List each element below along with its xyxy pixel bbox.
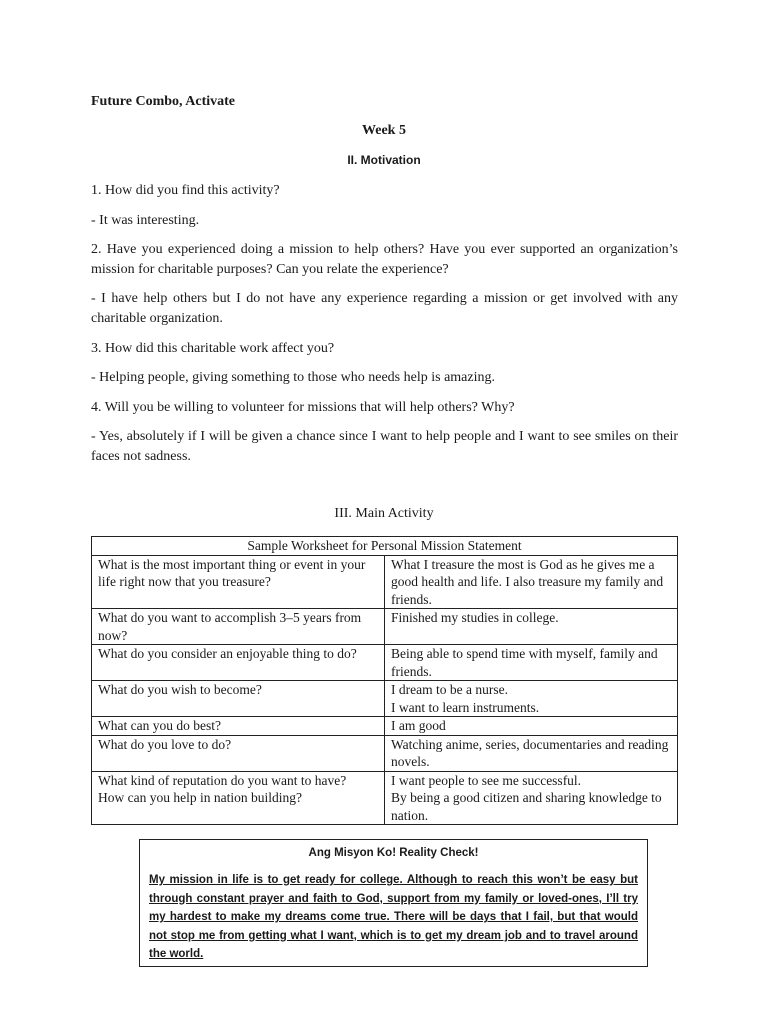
- table-header-row: [92, 537, 678, 556]
- table-row: [92, 681, 678, 717]
- table-cell-question: What can you do best?: [92, 717, 385, 736]
- reality-check-body: My mission in life is to get ready for college. Although to reach this won’t be easy but through constant prayer and faith to God, support from my family or loved-ones, I’ll try my hardest to make my dreams come true. There will be days that I fail, but that would not stop me from getting what I want, which is to get my dream job and to travel around the world.: [149, 874, 638, 961]
- answer-2: - I have help others but I do not have any experience regarding a mission or get involved with any charitable organization.: [91, 291, 678, 326]
- table-cell-answer: Finished my studies in college.: [385, 609, 678, 645]
- table-cell-answer: I want people to see me successful. By being a good citizen and sharing knowledge to nation.: [385, 771, 678, 825]
- question-1: 1. How did you find this activity?: [91, 183, 280, 198]
- question-3: 3. How did this charitable work affect you?: [91, 341, 335, 356]
- table-row: [92, 555, 678, 609]
- question-2: 2. Have you experienced doing a mission to help others? Have you ever supported an organization’s mission for charitable purposes? Can you relate the experience?: [91, 242, 678, 277]
- table-row: [92, 771, 678, 825]
- table-cell-answer: What I treasure the most is God as he gives me a good health and life. I also treasure my family and friends.: [385, 555, 678, 609]
- reality-check-box: [139, 839, 648, 967]
- table-cell-question: What do you love to do?: [92, 735, 385, 771]
- table-cell-answer: I dream to be a nurse. I want to learn instruments.: [385, 681, 678, 717]
- answer-1: - It was interesting.: [91, 213, 200, 228]
- table-cell-answer: Watching anime, series, documentaries and reading novels.: [385, 735, 678, 771]
- table-cell-question: What do you consider an enjoyable thing to do?: [92, 645, 385, 681]
- table-cell-question: What do you wish to become?: [92, 681, 385, 717]
- question-4: 4. Will you be willing to volunteer for missions that will help others? Why?: [91, 400, 515, 415]
- section-heading-motivation: II. Motivation: [347, 153, 421, 167]
- table-row: [92, 645, 678, 681]
- answer-4: - Yes, absolutely if I will be given a chance since I want to help people and I want to see smiles on their faces not sadness.: [91, 429, 678, 464]
- table-row: [92, 717, 678, 736]
- reality-check-title: Ang Misyon Ko! Reality Check!: [308, 847, 479, 859]
- table-cell-answer: I am good: [385, 717, 678, 736]
- table-cell-answer: Being able to spend time with myself, family and friends.: [385, 645, 678, 681]
- document-title: Future Combo, Activate: [91, 94, 235, 109]
- week-heading: Week 5: [362, 123, 406, 138]
- table-row: [92, 609, 678, 645]
- table-cell-question: What is the most important thing or event in your life right now that you treasure?: [92, 555, 385, 609]
- answer-3: - Helping people, giving something to those who needs help is amazing.: [91, 370, 495, 385]
- section-heading-main-activity: III. Main Activity: [334, 506, 434, 521]
- table-cell-question: What do you want to accomplish 3–5 years from now?: [92, 609, 385, 645]
- table-row: [92, 735, 678, 771]
- table-title: Sample Worksheet for Personal Mission Statement: [92, 537, 678, 556]
- table-cell-question: What kind of reputation do you want to have? How can you help in nation building?: [92, 771, 385, 825]
- mission-worksheet-table: [91, 536, 678, 825]
